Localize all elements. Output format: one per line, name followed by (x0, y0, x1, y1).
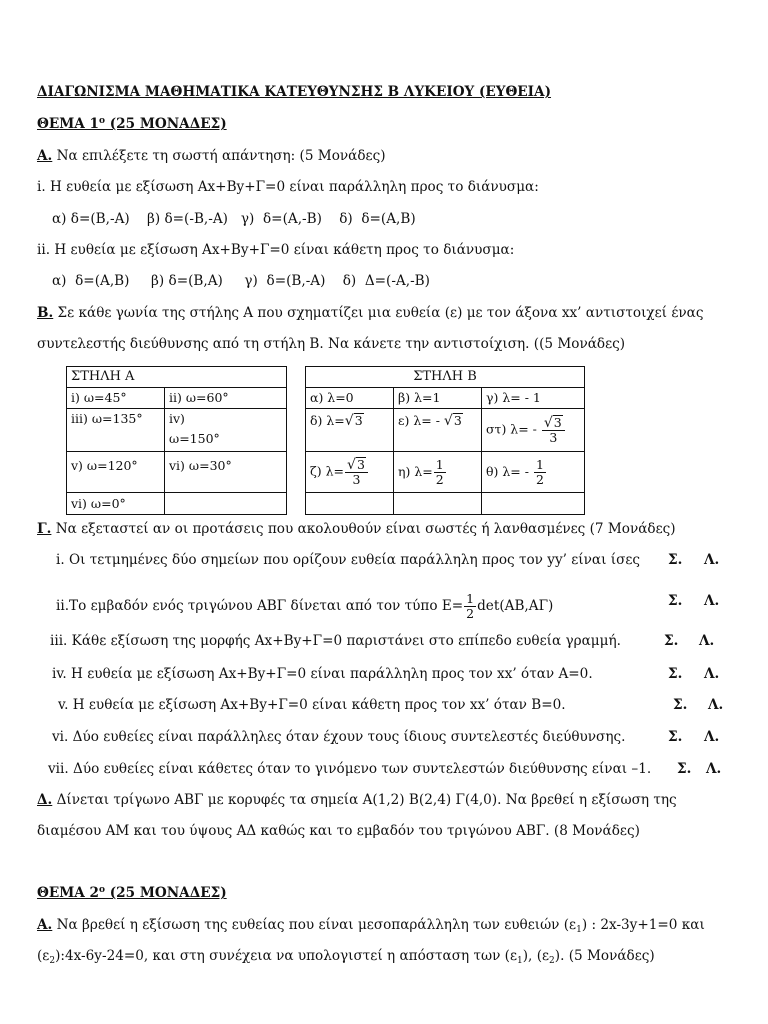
column-b-cell (306, 452, 394, 493)
true-mark: Σ. (668, 552, 683, 568)
part-d-intro (37, 791, 677, 809)
theme2-part-a-line2 (37, 947, 655, 965)
theme2-heading-sup: ο (99, 885, 106, 895)
column-a-header: ΣΤΗΛΗ Α (67, 367, 287, 388)
fraction-num: 1 (435, 456, 444, 472)
subscript: 2 (49, 956, 56, 966)
column-b-cell: α) λ=0 (306, 388, 394, 409)
part-b-intro (37, 304, 703, 322)
column-b-cell (306, 409, 394, 452)
theme2-text: ). (5 Μονάδες) (554, 948, 655, 964)
question-a-ii: ii. Η ευθεία με εξίσωση Αx+By+Γ=0 είναι κάθετη προς το διάνυσμα: (37, 242, 515, 258)
column-a-table (66, 366, 287, 515)
part-d-text-line2: διαμέσου ΑΜ και του ύψους ΑΔ καθώς και το εμβαδόν του τριγώνου ΑΒΓ. (8 Μονάδες) (37, 823, 640, 839)
sqrt-arg: 3 (453, 413, 462, 428)
fraction-one-half (464, 592, 476, 621)
column-b-label: ζ) λ= (310, 463, 345, 479)
false-mark: Λ. (708, 697, 724, 713)
statement-iii: iii. Κάθε εξίσωση της μορφής Αx+By+Γ=0 παριστάνει στο επίπεδο ευθεία γραμμή. (50, 633, 621, 649)
sqrt-3 (345, 413, 364, 428)
column-b-label: η) λ= (398, 463, 433, 479)
sqrt-arg: 3 (553, 415, 562, 430)
question-a-ii-options: α) δ=(Α,Β) β) δ=(Β,Α) γ) δ=(Β,-Α) δ) Δ=(-Α,-Β) (52, 273, 430, 289)
true-mark: Σ. (668, 593, 683, 609)
column-b-label: ε) λ= - (398, 413, 444, 428)
fraction-den: 2 (435, 471, 444, 487)
theme2-heading-label: ΘΕΜΑ 2 (37, 885, 99, 901)
column-b-cell (394, 452, 482, 493)
false-mark: Λ. (704, 552, 720, 568)
question-a-i-options: α) δ=(Β,-Α) β) δ=(-Β,-Α) γ) δ=(Α,-Β) δ) δ=(Α,Β) (52, 211, 416, 227)
fraction-den: 2 (466, 606, 475, 621)
part-a-intro (37, 147, 386, 165)
sqrt-3 (347, 457, 366, 472)
theme1-heading (37, 115, 227, 133)
part-g-intro (37, 520, 676, 538)
statement-ii (56, 592, 553, 621)
column-b-cell (394, 409, 482, 452)
column-b-cell (394, 493, 482, 515)
sqrt-symbol: √ (347, 457, 356, 473)
column-b-header: ΣΤΗΛΗ Β (306, 367, 585, 388)
sqrt-symbol: √ (344, 413, 354, 429)
column-a-cell: v) ω=120° (67, 452, 165, 493)
true-mark: Σ. (664, 633, 679, 649)
fraction-sqrt3-over-3 (345, 457, 368, 487)
part-g-label: Γ. (37, 521, 52, 537)
part-b-text: Σε κάθε γωνία της στήλης Α που σχηματίζει μια ευθεία (ε) με τον άξονα xx’ αντιστοιχεί ένας (53, 305, 704, 321)
column-a-cell (165, 409, 287, 452)
part-a-text: Να επιλέξετε τη σωστή απάντηση: (5 Μονάδες) (52, 148, 386, 164)
column-b-label: στ) λ= - (486, 421, 541, 437)
fraction-num: 1 (535, 456, 544, 472)
theme2-part-a-intro (37, 916, 705, 934)
column-b-cell: β) λ=1 (394, 388, 482, 409)
statement-vi: vi. Δύο ευθείες είναι παράλληλες όταν έχουν τους ίδιους συντελεστές διεύθυνσης. (52, 729, 626, 745)
fraction-1-over-2 (434, 458, 446, 487)
fraction-den: 2 (535, 471, 544, 487)
false-mark: Λ. (704, 729, 720, 745)
theme2-part-a-text: Να βρεθεί η εξίσωση της ευθείας που είναι μεσοπαράλληλη των ευθειών (ε (52, 917, 577, 933)
fraction-1-over-2 (534, 458, 546, 487)
subscript: 1 (576, 925, 582, 935)
theme2-heading (37, 884, 227, 902)
sqrt-arg: 3 (354, 413, 363, 428)
column-b-cell (482, 452, 585, 493)
sqrt-3 (544, 415, 563, 430)
true-mark: Σ. (668, 666, 683, 682)
question-a-i: i. Η ευθεία με εξίσωση Αx+By+Γ=0 είναι παράλληλη προς το διάνυσμα: (37, 179, 539, 195)
theme1-heading-label: ΘΕΜΑ 1 (37, 116, 99, 132)
column-a-cell: vi) ω=0° (67, 493, 165, 515)
true-mark: Σ. (677, 761, 692, 777)
column-a-cell-line: ω=150° (169, 431, 220, 446)
false-mark: Λ. (704, 593, 720, 609)
statement-ii-det: det(AB,AΓ) (477, 598, 554, 614)
column-b-label: δ) λ= (310, 413, 345, 428)
sqrt-symbol: √ (543, 415, 553, 431)
fraction-num (345, 457, 368, 473)
column-b-cell (482, 493, 585, 515)
column-a-cell: i) ω=45° (67, 388, 165, 409)
column-b-cell (306, 493, 394, 515)
theme1-heading-sup: ο (99, 116, 106, 126)
exam-title: ΔΙΑΓΩΝΙΣΜΑ ΜΑΘΗΜΑΤΙΚΑ ΚΑΤΕΥΘΥΝΣΗΣ Β ΛΥΚΕΙΟΥ (ΕΥΘΕΙΑ) (37, 84, 552, 100)
theme2-text: ):4x-6y-24=0, και στη συνέχεια να υπολογιστεί η απόσταση των (ε (55, 948, 518, 964)
theme2-text: (ε (37, 948, 50, 964)
part-d-text: Δίνεται τρίγωνο ΑΒΓ με κορυφές τα σημεία Α(1,2) Β(2,4) Γ(4,0). Να βρεθεί η εξίσωση της (52, 792, 677, 808)
statement-ii-text: ii.Το εμβαδόν ενός τριγώνου ΑΒΓ δίνεται από τον τύπο Ε= (56, 598, 464, 614)
theme2-heading-points: (25 ΜΟΝΑΔΕΣ) (105, 885, 227, 901)
column-a-cell: vi) ω=30° (165, 452, 287, 493)
false-mark: Λ. (699, 633, 715, 649)
true-mark: Σ. (668, 729, 683, 745)
theme2-part-a-text-end: ) : 2x-3y+1=0 και (581, 917, 705, 933)
statement-i: i. Οι τετμημένες δύο σημείων που ορίζουν ευθεία παράλληλη προς τον yy’ είναι ίσες (56, 552, 641, 568)
theme1-heading-points: (25 ΜΟΝΑΔΕΣ) (105, 116, 227, 132)
sqrt-arg: 3 (356, 457, 365, 472)
column-a-cell-line: iv) (169, 411, 185, 426)
statement-vii: vii. Δύο ευθείες είναι κάθετες όταν το γινόμενο των συντελεστών διεύθυνσης είναι –1. (48, 761, 652, 777)
part-a-label: Α. (37, 148, 53, 164)
part-g-text: Να εξεταστεί αν οι προτάσεις που ακολουθούν είναι σωστές ή λανθασμένες (7 Μονάδες) (51, 521, 676, 537)
theme2-text: ), (ε (522, 948, 550, 964)
part-d-label: Δ. (37, 792, 53, 808)
column-a-cell: iii) ω=135° (67, 409, 165, 452)
subscript: 1 (517, 956, 523, 966)
column-b-label: θ) λ= - (486, 463, 533, 479)
statement-v: v. Η ευθεία με εξίσωση Αx+By+Γ=0 είναι κάθετη προς τον xx’ όταν Β=0. (58, 697, 566, 713)
theme2-part-a-label: Α. (37, 917, 53, 933)
fraction-den: 3 (549, 430, 558, 445)
false-mark: Λ. (706, 761, 722, 777)
column-a-cell: ii) ω=60° (165, 388, 287, 409)
fraction-num (542, 415, 565, 431)
fraction-den: 3 (352, 472, 361, 487)
subscript: 2 (549, 956, 555, 966)
statement-iv: iv. Η ευθεία με εξίσωση Αx+By+Γ=0 είναι παράλληλη προς τον xx’ όταν Α=0. (52, 666, 593, 682)
column-a-cell (165, 493, 287, 515)
column-b-cell: γ) λ= - 1 (482, 388, 585, 409)
sqrt-3 (444, 413, 463, 428)
true-mark: Σ. (673, 697, 688, 713)
part-b-text-line2: συντελεστής διεύθυνσης από τη στήλη Β. Να κάνετε την αντιστοίχιση. ((5 Μονάδες) (37, 336, 626, 352)
fraction-sqrt3-over-3 (542, 415, 565, 445)
part-b-label: Β. (37, 305, 54, 321)
column-b-table (305, 366, 585, 515)
sqrt-symbol: √ (443, 413, 453, 429)
column-b-cell (482, 409, 585, 452)
fraction-num: 1 (466, 591, 475, 606)
false-mark: Λ. (704, 666, 720, 682)
